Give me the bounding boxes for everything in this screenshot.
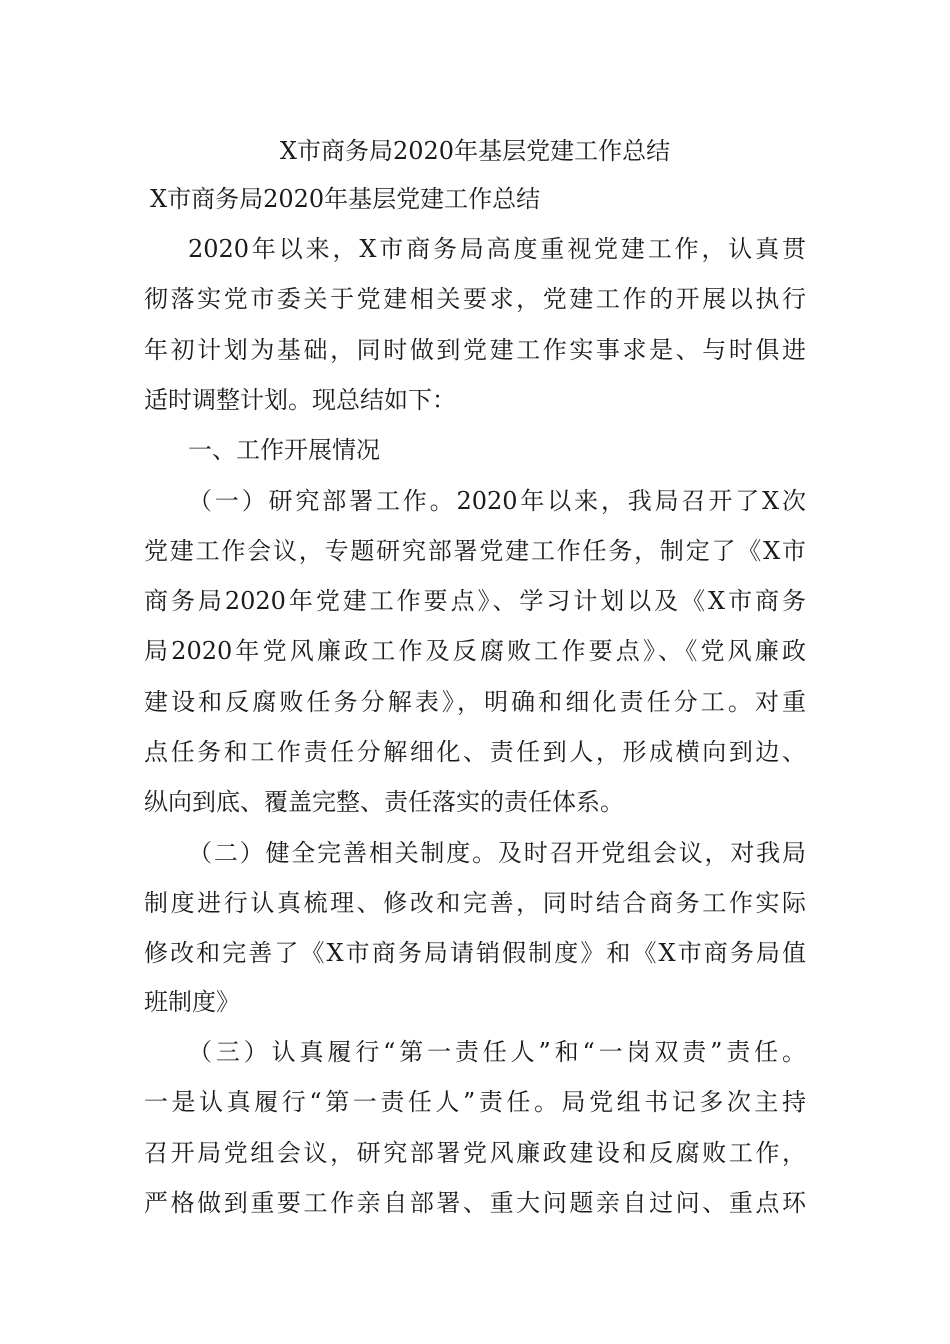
item3-line: （三）认真履行“第一责任人”和“一岗双责”责任。 (188, 1038, 806, 1066)
intro-line: 彻落实党市委关于党建相关要求，党建工作的开展以执行 (144, 285, 806, 313)
item2-line: （二）健全完善相关制度。及时召开党组会议，对我局 (188, 839, 806, 867)
intro-line: 2020年以来，X市商务局高度重视党建工作，认真贯 (188, 235, 806, 263)
document-title: X市商务局2020年基层党建工作总结 (279, 137, 671, 165)
section-heading: 一、工作开展情况 (188, 436, 380, 464)
item2-line: 修改和完善了《X市商务局请销假制度》和《X市商务局值 (144, 939, 806, 967)
intro-line: 适时调整计划。现总结如下： (144, 386, 456, 414)
item1-line: 党建工作会议，专题研究部署党建工作任务，制定了《X市 (144, 537, 806, 565)
item1-line: （一）研究部署工作。2020年以来，我局召开了X次 (188, 487, 806, 515)
item2-line: 班制度》 (144, 988, 240, 1016)
intro-line: 年初计划为基础，同时做到党建工作实事求是、与时俱进 (144, 336, 806, 364)
item3-line: 严格做到重要工作亲自部署、重大问题亲自过问、重点环 (144, 1189, 806, 1217)
item1-line: 商务局2020年党建工作要点》、学习计划以及《X市商务 (144, 587, 806, 615)
item3-line: 召开局党组会议，研究部署党风廉政建设和反腐败工作， (144, 1139, 806, 1167)
item1-line: 建设和反腐败任务分解表》，明确和细化责任分工。对重 (144, 688, 806, 716)
item2-line: 制度进行认真梳理、修改和完善，同时结合商务工作实际 (144, 889, 806, 917)
document-subtitle: X市商务局2020年基层党建工作总结 (150, 185, 541, 213)
item1-line: 点任务和工作责任分解细化、责任到人，形成横向到边、 (144, 738, 806, 766)
item3-line: 一是认真履行“第一责任人”责任。局党组书记多次主持 (144, 1088, 806, 1116)
item1-line: 局2020年党风廉政工作及反腐败工作要点》、《党风廉政 (144, 637, 806, 665)
item1-line: 纵向到底、覆盖完整、责任落实的责任体系。 (144, 788, 624, 816)
